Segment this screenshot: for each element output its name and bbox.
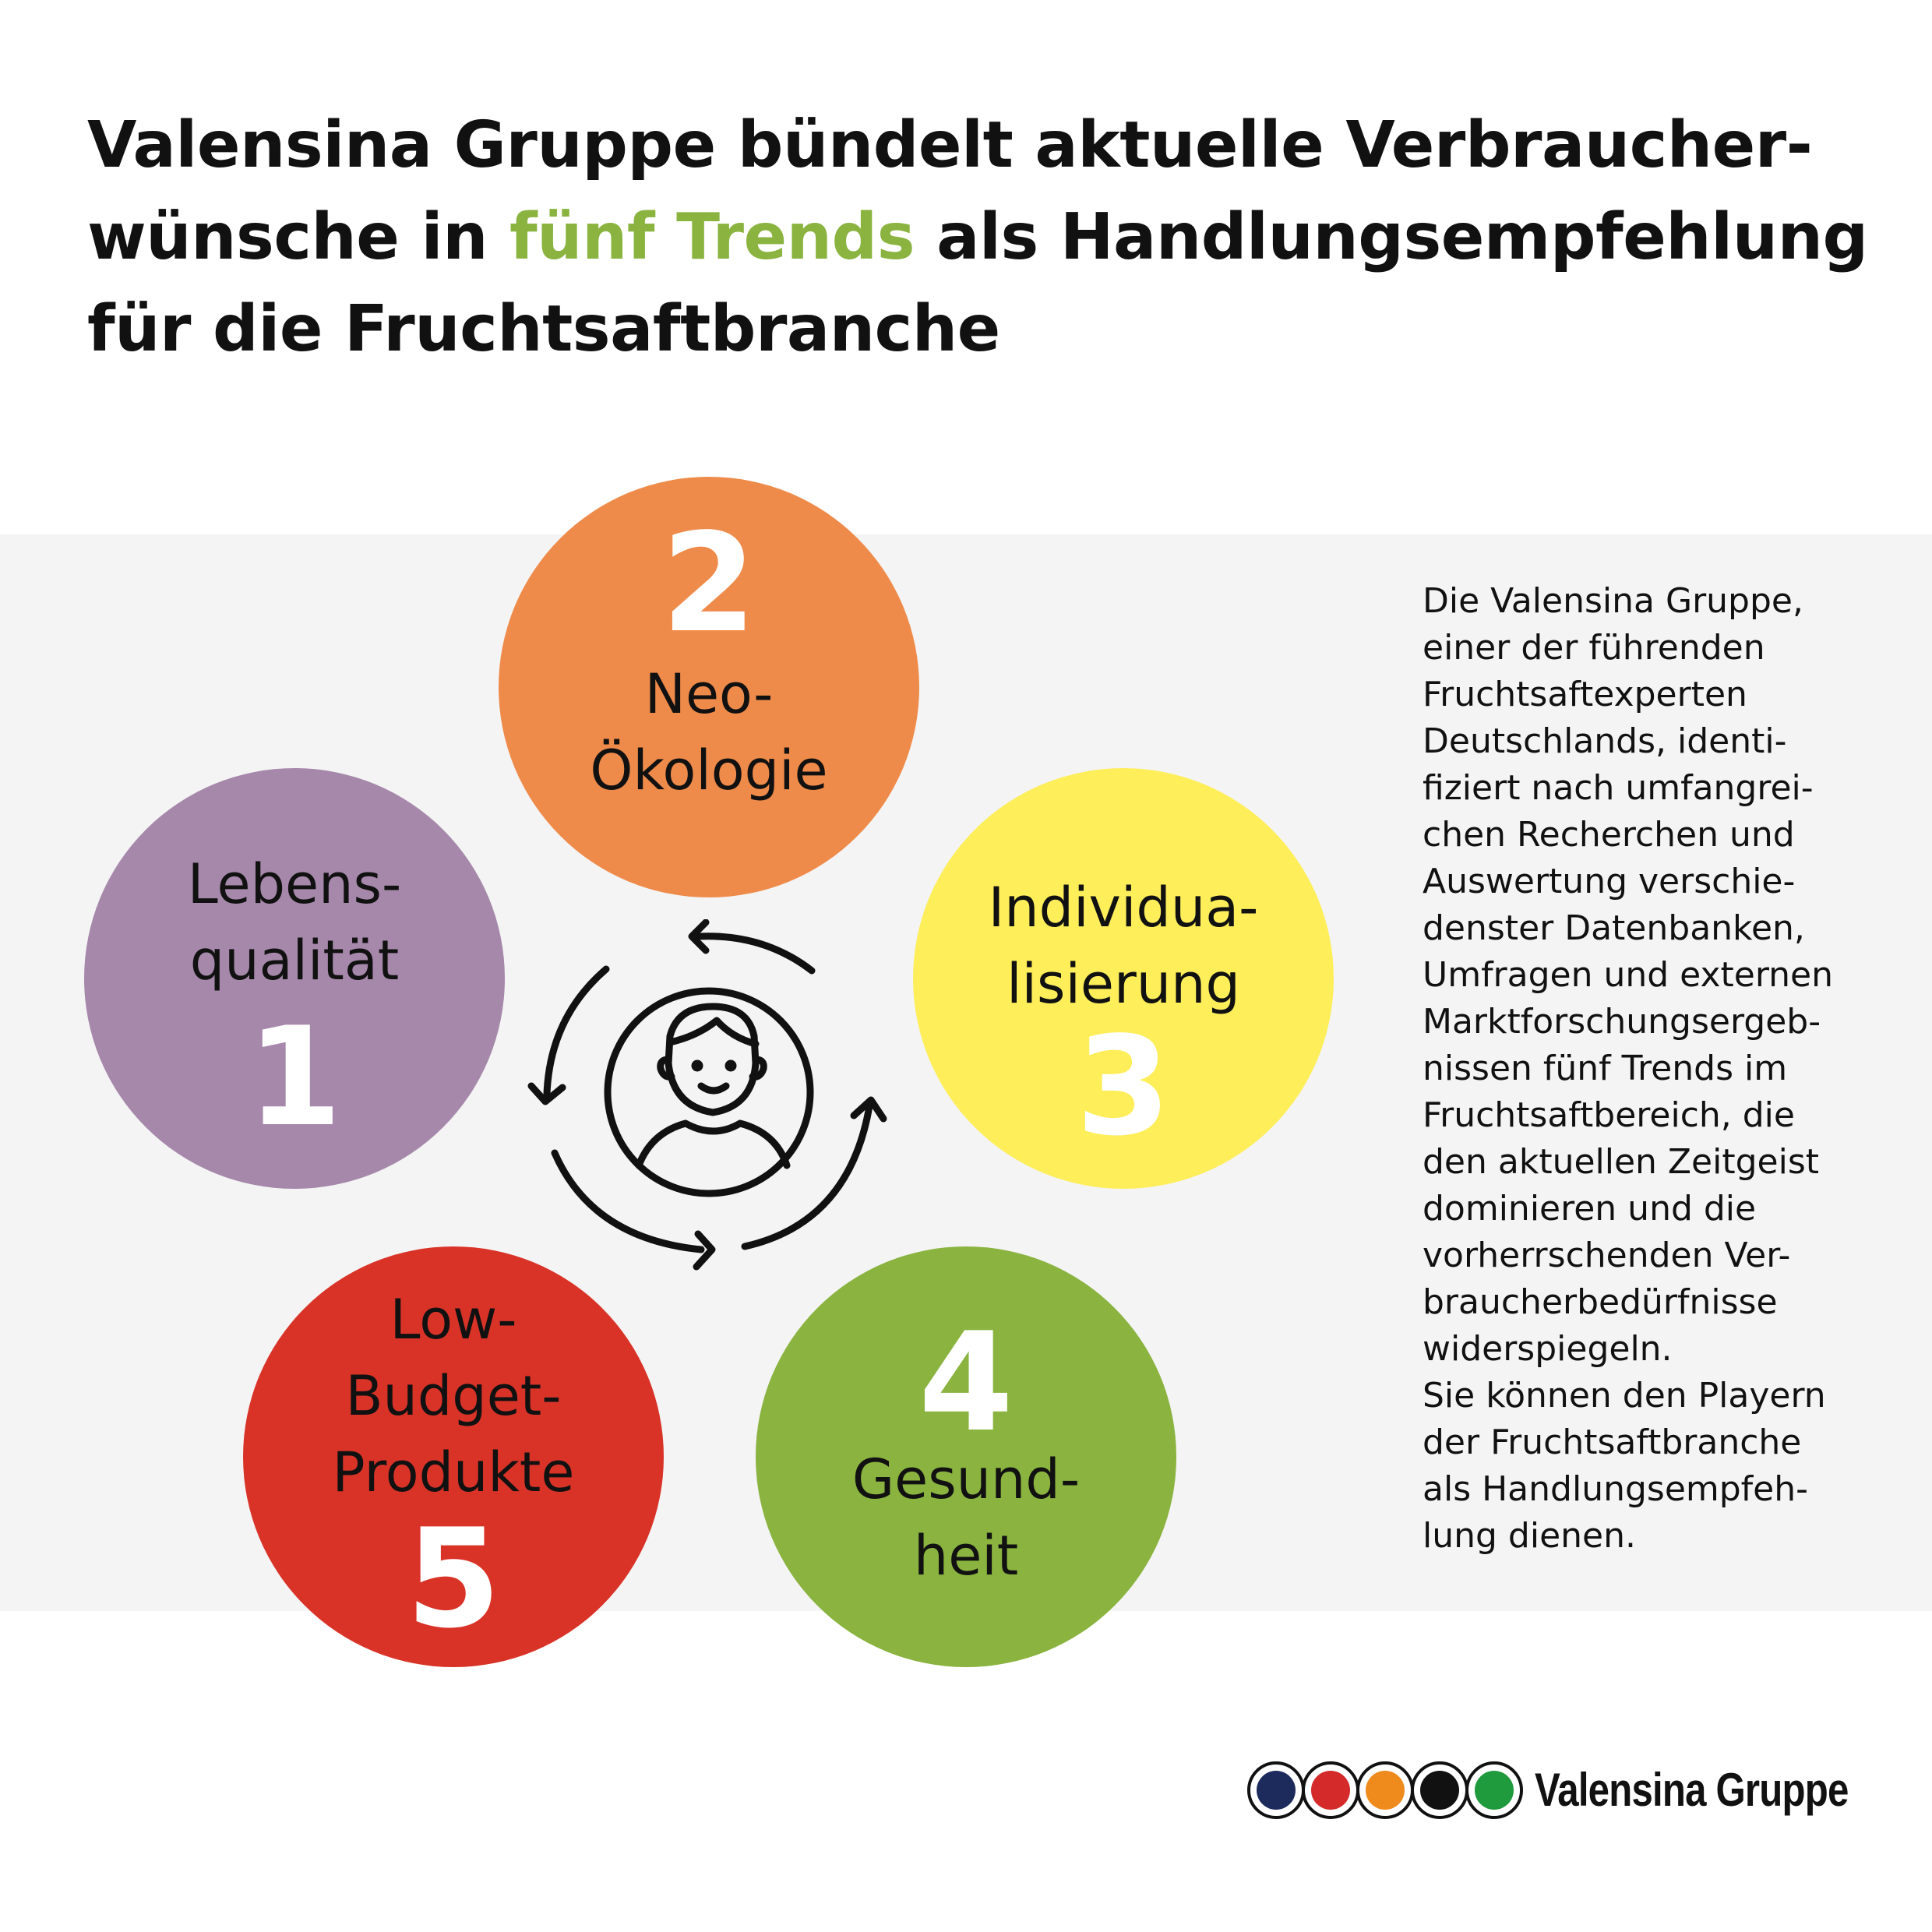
desc-line: einer der führenden bbox=[1423, 628, 1765, 668]
trend-4-label-line2: heit bbox=[913, 1524, 1019, 1588]
trend-3-label-line1: Individua- bbox=[988, 876, 1259, 940]
desc-line: Fruchtsaftexperten bbox=[1423, 675, 1747, 714]
logo-dot bbox=[1257, 1771, 1296, 1810]
desc-line: chen Recherchen und bbox=[1423, 815, 1795, 855]
desc-line: Umfragen und externen bbox=[1423, 955, 1833, 995]
person-cycle-icon bbox=[514, 919, 904, 1309]
trend-3-number: 3 bbox=[1076, 1008, 1171, 1166]
desc-line: denster Datenbanken, bbox=[1423, 908, 1805, 948]
logo-dot bbox=[1475, 1771, 1514, 1810]
page-title bbox=[87, 100, 1879, 375]
desc-line: als Handlungsempfeh- bbox=[1423, 1469, 1808, 1509]
trend-5-number: 5 bbox=[406, 1500, 501, 1659]
desc-line: der Fruchtsaftbranche bbox=[1423, 1423, 1802, 1462]
desc-line: fiziert nach umfangrei- bbox=[1423, 768, 1814, 808]
desc-line: Marktforschungsergeb- bbox=[1423, 1002, 1821, 1042]
desc-line: Die Valensina Gruppe, bbox=[1423, 581, 1803, 621]
logo-name: Valensina Gruppe bbox=[1535, 1764, 1849, 1816]
description-paragraph-2 bbox=[1423, 1373, 1859, 1560]
logo-dots-icon bbox=[1246, 1759, 1527, 1821]
desc-line: Sie können den Playern bbox=[1423, 1376, 1826, 1416]
desc-line: Deutschlands, identi- bbox=[1423, 721, 1787, 761]
trend-4-number: 4 bbox=[918, 1304, 1014, 1462]
trend-1-label-line2: qualität bbox=[189, 929, 400, 992]
trend-circle-2 bbox=[499, 477, 919, 897]
title-line-2-pre: wünsche in bbox=[87, 200, 509, 274]
trend-2-label-line2: Ökologie bbox=[590, 739, 828, 802]
trend-circle-1 bbox=[84, 768, 505, 1189]
description-paragraph-1 bbox=[1423, 578, 1859, 1373]
desc-line: dominieren und die bbox=[1423, 1189, 1757, 1229]
trend-circle-3 bbox=[913, 768, 1334, 1189]
description-text bbox=[1423, 578, 1859, 1560]
desc-line: widerspiegeln. bbox=[1423, 1329, 1673, 1369]
trend-circle-5 bbox=[243, 1246, 664, 1667]
desc-line: lung dienen. bbox=[1423, 1516, 1636, 1556]
desc-line: Fruchtsaftbereich, die bbox=[1423, 1095, 1795, 1135]
trend-5-label-line3: Produkte bbox=[332, 1440, 575, 1504]
logo-dot bbox=[1420, 1771, 1459, 1810]
trend-circle-4 bbox=[756, 1246, 1176, 1667]
trend-1-number: 1 bbox=[247, 999, 342, 1157]
title-line-2-post: als Handlungsempfehlung bbox=[915, 200, 1868, 274]
trend-2-number: 2 bbox=[661, 505, 756, 663]
trend-5-label-line2: Budget- bbox=[345, 1364, 562, 1428]
valensina-logo bbox=[1246, 1759, 1849, 1821]
trend-1-label-line1: Lebens- bbox=[187, 852, 402, 916]
title-highlight: fünf Trends bbox=[509, 200, 915, 274]
logo-dot bbox=[1366, 1771, 1405, 1810]
trend-4-label-line1: Gesund- bbox=[851, 1447, 1081, 1511]
title-line-1: Valensina Gruppe bündelt aktuelle Verbraucher- bbox=[87, 108, 1813, 182]
trend-2-label-line1: Neo- bbox=[644, 662, 774, 726]
trend-5-label-line1: Low- bbox=[390, 1288, 517, 1352]
desc-line: Auswertung verschie- bbox=[1423, 862, 1796, 901]
desc-line: vorherrschenden Ver- bbox=[1423, 1236, 1791, 1275]
desc-line: nissen fünf Trends im bbox=[1423, 1049, 1788, 1088]
logo-dot bbox=[1311, 1771, 1350, 1810]
title-line-3: für die Fruchtsaftbranche bbox=[87, 292, 1000, 366]
trend-3-label-line2: lisierung bbox=[1007, 952, 1240, 1016]
desc-line: braucherbedürfnisse bbox=[1423, 1282, 1778, 1322]
desc-line: den aktuellen Zeitgeist bbox=[1423, 1142, 1820, 1182]
